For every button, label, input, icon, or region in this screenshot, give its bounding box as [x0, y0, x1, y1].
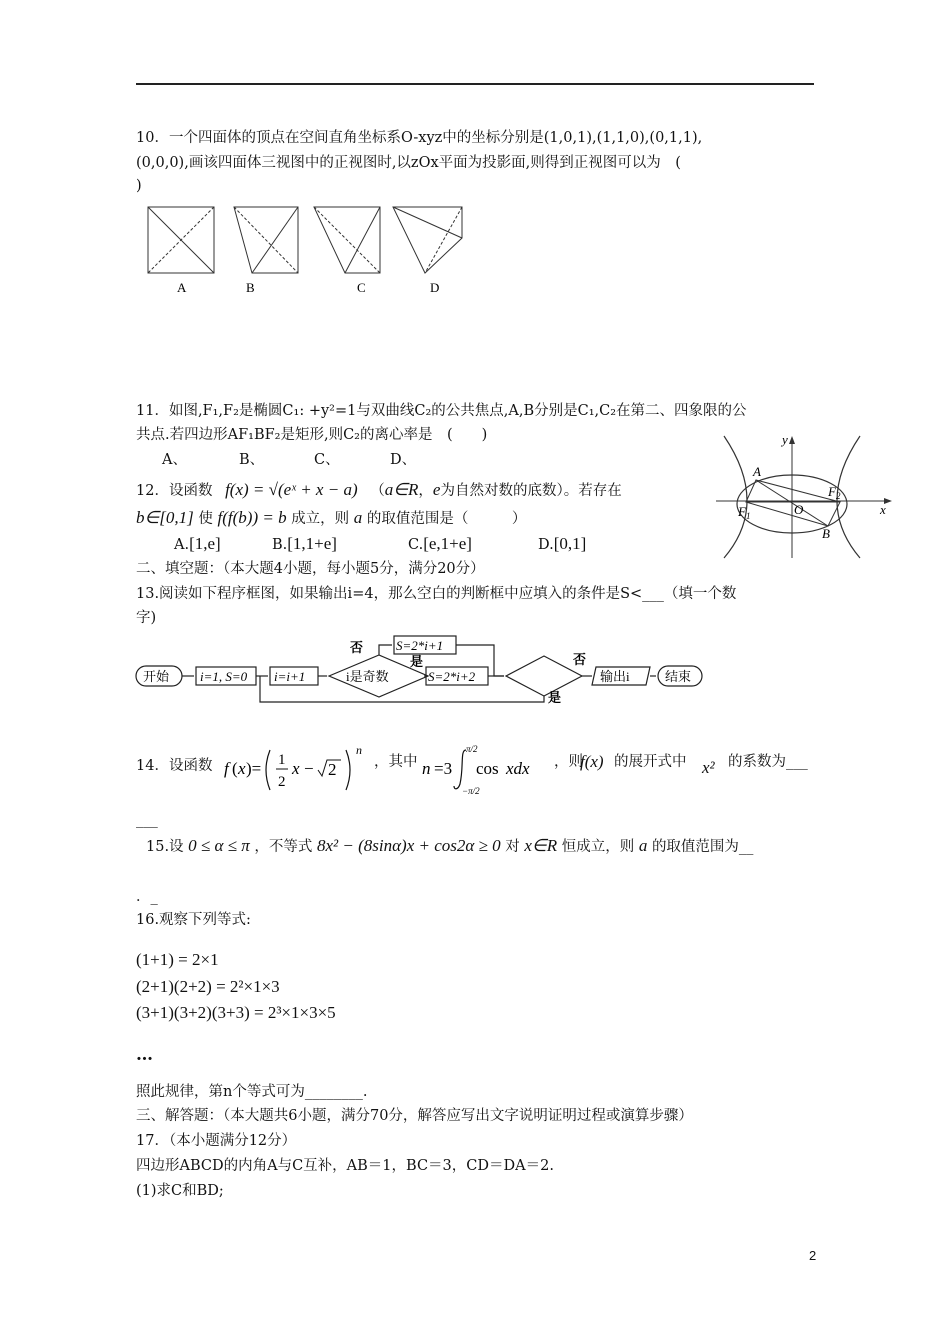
q10-option-c-figure [314, 207, 380, 273]
q15-tail: 恒成立，则 [561, 839, 635, 855]
q17-head: 17．（本小题满分12分） [136, 1133, 297, 1149]
q11-ellipse-figure [712, 432, 898, 560]
q10-option-d-figure [393, 207, 462, 273]
svg-text:n: n [356, 743, 362, 757]
svg-text:−π/2: −π/2 [462, 786, 480, 796]
svg-text:n: n [422, 759, 431, 778]
q10-figures [140, 200, 480, 305]
q14-cont: ___ [136, 812, 158, 828]
q17-part1: (1)求C和BD; [136, 1183, 224, 1199]
q12-prefix: 12．设函数 [136, 483, 213, 499]
flow-s-even: S=2*i+1 [396, 638, 444, 653]
q12-choice-d: D.[0,1] [538, 534, 587, 553]
svg-text:1: 1 [278, 752, 286, 768]
flow-output: 输出i [600, 669, 630, 684]
flow-yes-odd: 是 [410, 654, 424, 669]
svg-text:f: f [224, 759, 229, 778]
q15-mid: ，不等式 [254, 839, 313, 855]
q11-label-x: x [880, 502, 886, 517]
q10-line2: (0,0,0),画该四面体三视图中的正视图时,以zOx平面为投影面,则得到正视图可以为 ( [136, 155, 681, 171]
q12-line2 [136, 508, 526, 529]
q10-line3: ) [136, 178, 142, 194]
q12-comma: ， [418, 483, 433, 499]
q12-line2-mid: 使 [198, 511, 213, 527]
svg-text:=3: =3 [434, 759, 453, 778]
flow-s-odd: S=2*i+2 [428, 669, 476, 684]
q11-label-b: B [822, 526, 830, 541]
q13-line2: 字) [136, 610, 157, 626]
q12-equation: f(f(b)) = b [217, 508, 287, 527]
header-rule [136, 83, 814, 85]
flow-decision: i是奇数 [346, 669, 389, 684]
svg-text:)=: )= [246, 759, 262, 778]
q10-option-a: A [177, 280, 187, 295]
q15-range: 0 ≤ α ≤ π [188, 836, 250, 855]
q12-line1 [136, 480, 622, 501]
q11-label-y: y [782, 432, 788, 447]
q12-paren-open: （ [370, 483, 385, 499]
q11-choice-a: A、 [162, 452, 187, 468]
q11-line1: 11．如图,F₁,F₂是椭圆C₁: +y²=1与双曲线C₂的公共焦点,A,B分别是C₁,C₂在第二、四象限的公 [136, 403, 747, 419]
q14-x2: x² [702, 758, 715, 777]
q14-prefix: 14．设函数 [136, 758, 213, 774]
q12-choice-c: C.[e,1+e] [408, 534, 472, 553]
q14-mid: ，其中 [374, 754, 418, 770]
q12-choice-a: A.[1,e] [174, 534, 221, 553]
q15-x-in-r: x∈R [524, 836, 558, 855]
q10-option-c: C [357, 280, 366, 295]
q16-eq-1: (1+1) = 2×1 [136, 950, 219, 969]
q13-line1: 13.阅读如下程序框图，如果输出i=4，那么空白的判断框中应填入的条件是S<___（填一个数 [136, 586, 737, 602]
svg-text:(: ( [232, 759, 238, 778]
q11-choice-d: D、 [390, 452, 417, 468]
q15-inequality: 8x² − (8sinα)x + cos2α ≥ 0 [317, 836, 501, 855]
svg-text:cos: cos [476, 759, 499, 778]
q15-for: 对 [505, 839, 520, 855]
svg-text:−: − [304, 759, 314, 778]
q12-choice-b: B.[1,1+e] [272, 534, 337, 553]
q16-eq-3: (3+1)(3+2)(3+3) = 2³×1×3×5 [136, 1003, 336, 1022]
flow-init: i=1, S=0 [200, 669, 248, 684]
q11-choice-b: B、 [239, 452, 265, 468]
q16-dots: … [136, 1045, 153, 1065]
q11-label-o: O [794, 502, 804, 517]
q12-b-range: b∈[0,1] [136, 508, 194, 527]
q17-body: 四边形ABCD的内角A与C互补，AB＝1，BC＝3，CD＝DA＝2. [136, 1158, 554, 1174]
flow-yes-loop: 是 [548, 690, 562, 705]
flow-no-exit: 否 [573, 652, 587, 667]
flow-no-odd: 否 [350, 640, 364, 655]
q15-line [146, 836, 753, 857]
q11-label-f2: $F_2$ [828, 484, 841, 501]
flow-increment: i=i+1 [274, 669, 306, 684]
q10-option-d: D [430, 280, 440, 295]
q16-rule: 照此规律，第n个等式可为________. [136, 1084, 368, 1100]
q11-label-f1: $F_1$ [738, 504, 751, 521]
page-number: 2 [809, 1248, 817, 1263]
q13-flowchart [134, 632, 710, 710]
q15-cont: ．_ [136, 889, 158, 905]
q11-choice-c: C、 [314, 452, 340, 468]
q16-title: 16.观察下列等式: [136, 912, 251, 928]
q10-option-a-figure [148, 207, 214, 273]
q11-line2: 共点.若四边形AF₁BF₂是矩形,则C₂的离心率是 ( ) [136, 427, 488, 443]
svg-text:x: x [292, 759, 300, 778]
flow-start: 开始 [143, 669, 170, 684]
svg-text:2: 2 [328, 760, 337, 779]
q12-cond-text: 为自然对数的底数）。若存在 [440, 483, 622, 499]
q10-option-b-figure [234, 207, 298, 273]
q16-eq-2: (2+1)(2+2) = 2²×1×3 [136, 977, 280, 996]
svg-text:π/2: π/2 [466, 744, 478, 754]
q12-function: f(x) = √(eˣ + x − a) [225, 480, 358, 499]
q11-label-a: A [753, 464, 761, 479]
q15-a: a [638, 836, 648, 855]
q14-fx: f(x) [580, 752, 604, 771]
q14-function [222, 742, 372, 798]
q15-prefix: 15.设 [146, 839, 184, 855]
q10-line1: 10．一个四面体的顶点在空间直角坐标系O-xyz中的坐标分别是(1,0,1),(1,1,0),(0,1,1), [136, 130, 703, 146]
section-3-heading: 三、解答题：（本大题共6小题，满分70分，解答应写出文字说明证明过程或演算步骤） [136, 1108, 693, 1124]
q12-a: a [353, 508, 363, 527]
q14-n-integral [420, 738, 552, 800]
svg-text:xdx: xdx [506, 759, 530, 778]
q12-cond-e: e [432, 480, 441, 499]
q12-line2-tail: 成立，则 [291, 511, 350, 527]
q10-option-b: B [246, 280, 255, 295]
q12-line2-end: 的取值范围是（ ） [366, 511, 527, 527]
flow-end: 结束 [665, 669, 692, 684]
q14-then: ，则 [554, 754, 583, 770]
section-2-heading: 二、填空题：（本大题4小题，每小题5分，满分20分） [136, 561, 485, 577]
svg-text:2: 2 [278, 774, 286, 790]
q15-end: 的取值范围为__ [651, 839, 754, 855]
svg-text:x: x [238, 759, 246, 778]
q14-tail: 的展开式中 [614, 754, 687, 770]
q14-end: 的系数为___ [728, 754, 808, 770]
q12-cond-a: a∈R [384, 480, 419, 499]
